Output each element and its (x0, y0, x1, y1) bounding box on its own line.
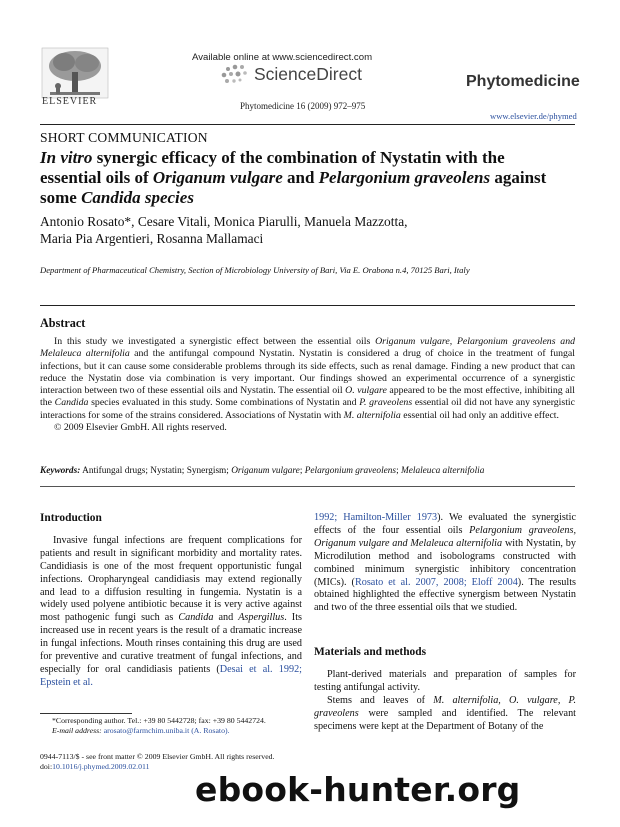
text-run: Melaleuca alternifolia (400, 466, 485, 476)
journal-citation: Phytomedicine 16 (2009) 972–975 (240, 101, 366, 111)
methods-heading: Materials and methods (314, 646, 427, 659)
text-run: with Nystatin, by Microdilution method and isobolograms constructed with combined minimum synergistic inhibitory concentration (MICs). ( (314, 537, 576, 588)
text-run: ; (396, 466, 401, 476)
text-run: appeared to be the most effective, inhibiting all the (40, 385, 575, 409)
email-line (40, 726, 310, 736)
sciencedirect-logo (218, 62, 378, 88)
sciencedirect-wordmark: ScienceDirect (254, 64, 362, 84)
text-run: In vitro (40, 148, 93, 167)
text-run: essential oil did not have any synergistic interactions for some of the strains considered. Associations of Nystatin with (40, 397, 576, 421)
text-run: Antifungal drugs; Nystatin; Synergism; (80, 466, 232, 476)
text-run: O. vulgare (345, 385, 387, 397)
text-run: and (282, 168, 319, 187)
header-rule (40, 124, 575, 125)
text-run: Pelargonium graveolens, Origanum vulgare and Melaleuca alternifolia (314, 524, 576, 549)
journal-name: Phytomedicine (466, 73, 580, 90)
authors (40, 214, 580, 247)
citation-link[interactable]: Desai et al. 1992; Epstein et al. (40, 663, 302, 688)
methods-paragraph-1: Plant-derived materials and preparation of samples for testing antifungal activity. (314, 669, 576, 694)
text-run: ; (299, 466, 305, 476)
text-run: P. graveolens (359, 397, 413, 409)
email-link[interactable]: arosato@farmchim.uniba.it (A. Rosato). (103, 726, 230, 735)
elsevier-logo (40, 46, 110, 108)
abstract-body (40, 336, 575, 434)
doi-link[interactable]: 10.1016/j.phymed.2009.02.011 (52, 762, 150, 771)
text-run: Origanum vulgare, Pelargonium graveolens and Melaleuca alternifolia (40, 336, 575, 360)
citation-link[interactable]: 1992; Hamilton-Miller 1973 (314, 512, 438, 523)
text-run: essential oil had only an additive effect. (400, 409, 559, 421)
text-run: Invasive fungal infections are frequent complications for patients and result in significant morbidity and mortality rates. Candidiasis is one of the most frequent opportunistic fungal infections. Oropharyngeal candidiasis may extend regionally and lead to a diffusion resulting in fungemia. Nystatin is a widely used polyene antibiotic because it is very active against most pathogenic fungi such as (40, 534, 302, 624)
watermark-text: ebook-hunter.org (195, 770, 521, 809)
authors-line-2: Maria Pia Argentieri, Rosanna Mallamaci (40, 230, 264, 246)
text-run: Aspergillus (238, 612, 285, 624)
section-label: SHORT COMMUNICATION (40, 130, 208, 145)
introduction-text (40, 535, 302, 690)
text-run: and the antifungal compound Nystatin. Nystatin is considered a drug of choice in the treatment of fungal infections, but it can cause some considerable problems through its side effects, such as renal damage. Finding a new product that can reduce the Nystatin dose via combination is very important. Our findings showed an experimental occurrence of a synergistic interaction between two of these essential oils and Nystatin. The essential oil (40, 348, 575, 397)
footnote-block (40, 716, 310, 736)
text-run: synergic efficacy of the combination of Nystatin with the essential oils of (40, 148, 505, 187)
text-run: species evaluated in this study. Some combinations of Nystatin and (88, 397, 360, 409)
text-run: Stems and leaves of (327, 694, 434, 706)
text-run: were sampled and identified. The relevant specimens were kept at the Department of Botany of the (314, 707, 576, 732)
footnote-rule (40, 713, 132, 714)
text-run: against some (40, 168, 547, 207)
doi-label: doi: (40, 762, 53, 771)
right-column-text (314, 512, 576, 615)
issn-line: 0944-7113/$ - see front matter © 2009 Elsevier GmbH. All rights reserved. (40, 752, 275, 761)
right-column (314, 512, 576, 734)
citation-link[interactable]: Rosato et al. 2007, 2008; Eloff 2004 (354, 576, 518, 588)
text-run: M. alternifolia, O. vulgare, P. graveolens (314, 694, 577, 719)
text-run: ). We evaluated the synergistic effects of the four essential oils (314, 512, 576, 536)
abstract-heading: Abstract (40, 316, 86, 330)
left-column (40, 512, 302, 690)
available-online-text: Available online at www.sciencedirect.com (192, 52, 373, 63)
journal-url-link[interactable]: www.elsevier.de/phymed (490, 111, 577, 121)
text-run: Pelargonium graveolens (318, 168, 491, 187)
text-run: Candida (178, 612, 214, 624)
affiliation: Department of Pharmaceutical Chemistry, Section of Microbiology University of Bari, Via E. Orabona n.4, 70125 Bari, Italy (40, 265, 470, 275)
text-run: Candida (54, 397, 89, 409)
text-run: In this study we investigated a synergistic effect between the essential oils (54, 336, 376, 347)
text-run: Origanum vulgare (152, 168, 283, 187)
authors-line-1: Antonio Rosato*, Cesare Vitali, Monica Piarulli, Manuela Mazzotta, (40, 214, 408, 229)
keywords-text (80, 466, 484, 476)
keywords-label: Keywords: (40, 466, 81, 476)
text-run: Pelargonium graveolens (304, 466, 397, 476)
title-rule (40, 305, 575, 306)
article-title (40, 148, 560, 208)
introduction-heading: Introduction (40, 512, 102, 524)
text-run: Candida species (81, 188, 194, 207)
abstract-rule (40, 486, 575, 487)
text-run: ). The results obtained highlighted the effective synergism between Nystatin and two of the three essential oils that we studied. (314, 576, 576, 614)
keywords-line (40, 466, 580, 476)
email-label: E-mail address: (52, 726, 102, 735)
front-matter (40, 752, 370, 772)
text-run: . Its increased use in recent years is the result of a dramatic increase in fungal infections. Mouth rinses containing this drug are used for preventive and curative treatment of fungal infections, and especially for oral candidiasis patients ( (40, 612, 302, 675)
methods-paragraph-2 (314, 695, 576, 734)
abstract-text (40, 336, 575, 422)
text-run: and (213, 612, 239, 624)
abstract-copyright: © 2009 Elsevier GmbH. All rights reserved. (54, 422, 227, 434)
corresponding-author: *Corresponding author. Tel.: +39 80 5442728; fax: +39 80 5442724. (52, 716, 266, 725)
publisher-name: ELSEVIER (42, 96, 98, 107)
text-run: M. alternifolia (343, 409, 401, 421)
text-run: Origanum vulgare (231, 466, 300, 476)
